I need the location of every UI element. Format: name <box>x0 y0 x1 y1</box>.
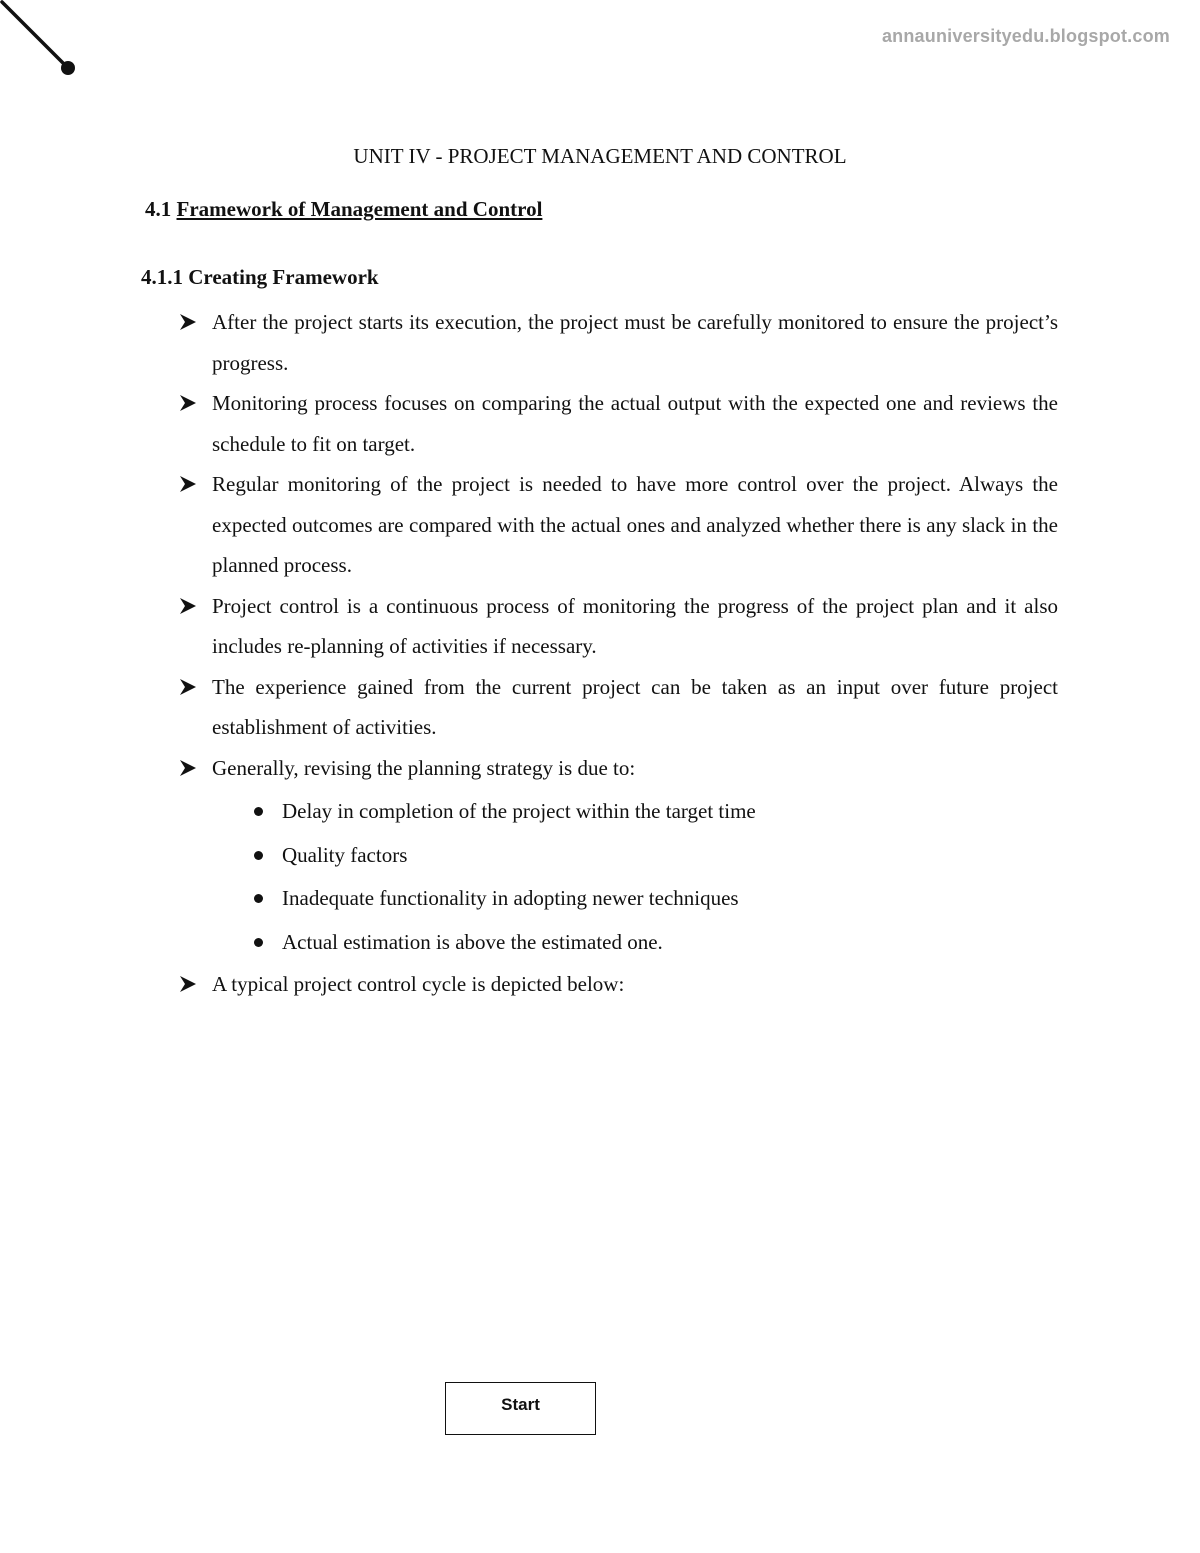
section-title: Framework of Management and Control <box>176 197 543 221</box>
bullet-list <box>178 302 1058 1005</box>
sub-bullet-text: Inadequate functionality in adopting newer techniques <box>282 886 739 910</box>
bullet-text: Generally, revising the planning strategy is due to: <box>212 755 636 780</box>
bullet-text: After the project starts its execution, the project must be carefully monitored to ensure the project’s progress. <box>212 310 1058 375</box>
arrowhead-bullet-icon <box>178 974 198 994</box>
bullet-text: The experience gained from the current project can be taken as an input over future project establishment of activities. <box>212 674 1058 739</box>
sub-bullet-item <box>212 790 1058 834</box>
sub-bullet-text: Actual estimation is above the estimated one. <box>282 929 663 954</box>
bullet-item <box>178 464 1058 586</box>
bullet-item <box>178 302 1058 383</box>
filled-dot-icon <box>254 938 263 947</box>
filled-dot-icon <box>254 894 263 903</box>
bullet-text: Project control is a continuous process of monitoring the progress of the project plan and it also includes re-planning of activities if necessary. <box>212 593 1058 658</box>
sub-bullet-text: Quality factors <box>282 842 408 867</box>
bullet-item <box>178 586 1058 667</box>
arrowhead-bullet-icon <box>178 677 198 697</box>
bullet-text: Monitoring process focuses on comparing the actual output with the expected one and reviews the schedule to fit on target. <box>212 391 1058 456</box>
filled-dot-icon <box>254 851 263 860</box>
unit-title: UNIT IV - PROJECT MANAGEMENT AND CONTROL <box>353 144 847 168</box>
subsection-heading: 4.1.1 Creating Framework <box>141 265 379 289</box>
bullet-item <box>178 748 1058 965</box>
watermark: annauniversityedu.blogspot.com <box>881 26 1170 46</box>
bullet-item <box>178 383 1058 464</box>
arrowhead-bullet-icon <box>178 312 198 332</box>
bullet-item <box>178 964 1058 1005</box>
bullet-text: Regular monitoring of the project is needed to have more control over the project. Always the expected outcomes are compared with the actual ones and analyzed whether there is any slack in the planned process. <box>212 472 1058 577</box>
sub-bullet-text: Delay in completion of the project within the target time <box>282 799 756 823</box>
diagonal-arrow-icon <box>0 0 90 90</box>
arrowhead-bullet-icon <box>178 596 198 616</box>
bullet-item <box>178 667 1058 748</box>
sub-bullet-item <box>212 834 1058 878</box>
arrowhead-bullet-icon <box>178 758 198 778</box>
section-number: 4.1 <box>145 197 172 221</box>
bullet-text: A typical project control cycle is depicted below: <box>212 972 625 996</box>
sub-bullet-item <box>212 877 1058 921</box>
arrowhead-bullet-icon <box>178 474 198 494</box>
sub-bullet-list <box>212 790 1058 964</box>
filled-dot-icon <box>254 807 263 816</box>
section-heading <box>145 197 542 222</box>
start-box <box>445 1382 596 1435</box>
arrowhead-bullet-icon <box>178 393 198 413</box>
start-label: Start <box>501 1395 540 1414</box>
sub-bullet-item <box>212 921 1058 965</box>
